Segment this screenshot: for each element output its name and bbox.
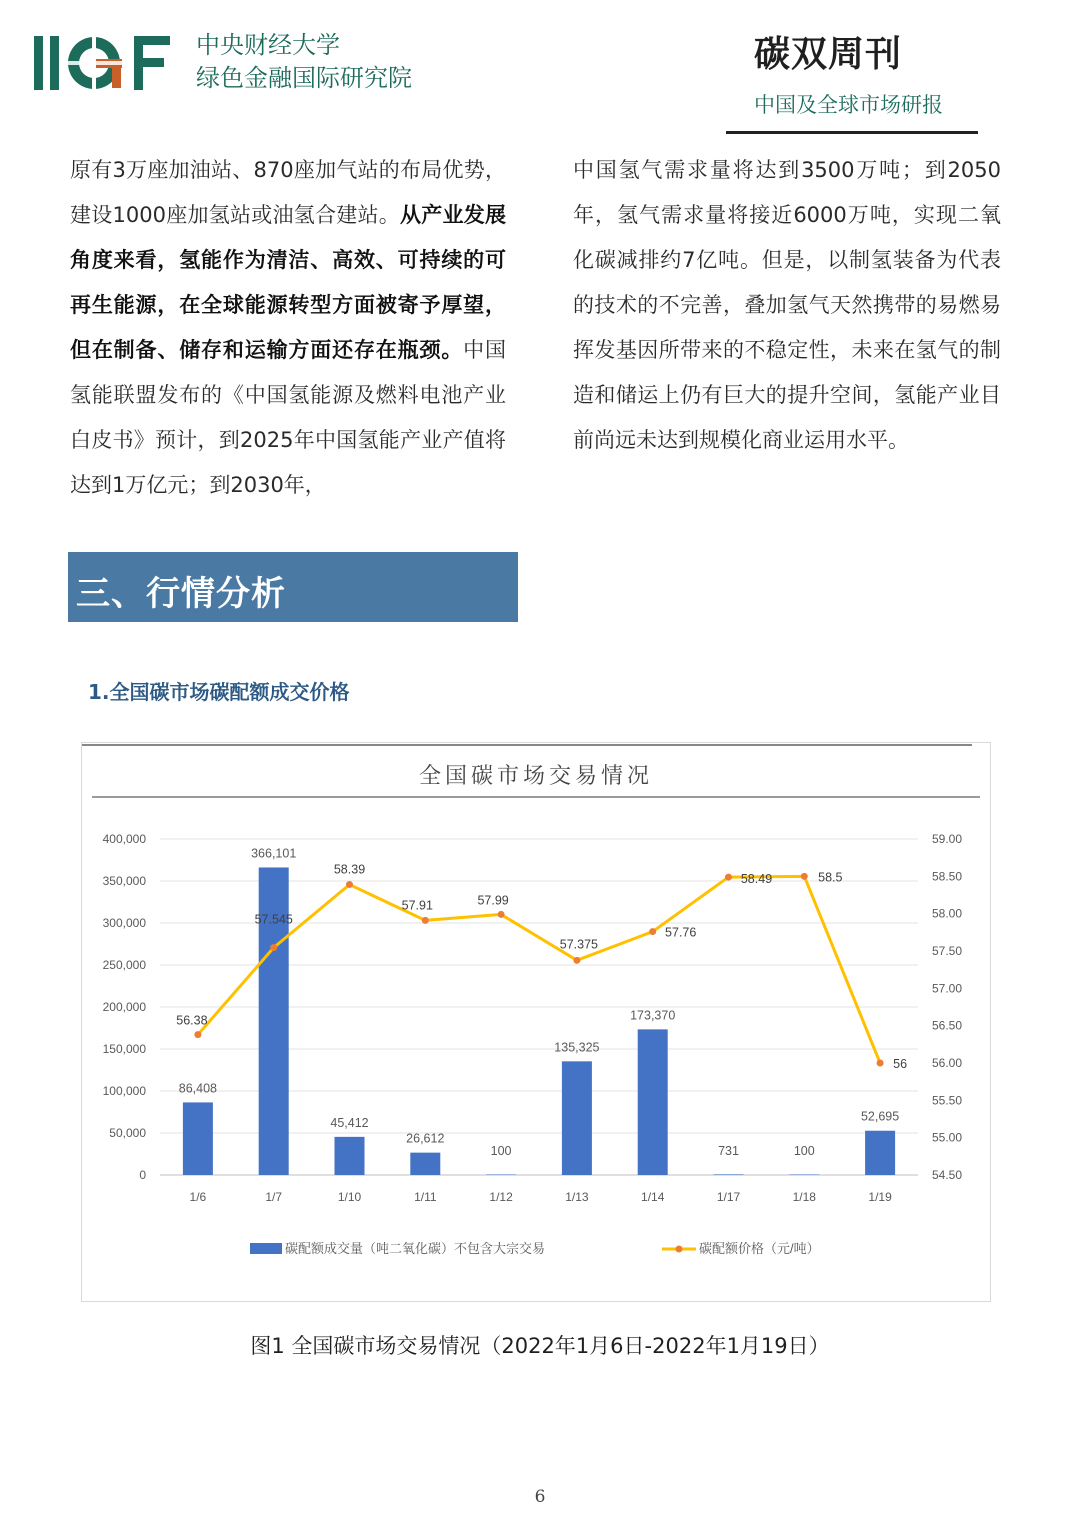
institute-name-line2: 绿色金融国际研究院 bbox=[196, 64, 412, 92]
volume-data-label: 135,325 bbox=[554, 1040, 600, 1055]
masthead-title: 碳双周刊 bbox=[754, 34, 903, 75]
price-data-label: 57.545 bbox=[254, 912, 293, 927]
y-right-tick-label: 59.00 bbox=[932, 832, 963, 846]
y-right-tick-label: 56.00 bbox=[932, 1056, 963, 1070]
price-point bbox=[422, 917, 429, 924]
figure-caption: 图1 全国碳市场交易情况（2022年1月6日-2022年1月19日） bbox=[250, 1334, 830, 1358]
y-left-tick-label: 250,000 bbox=[102, 958, 146, 972]
legend-price-marker bbox=[676, 1246, 683, 1253]
y-left-tick-label: 0 bbox=[139, 1168, 146, 1182]
price-point bbox=[194, 1031, 201, 1038]
price-line bbox=[198, 876, 880, 1063]
legend-price-label: 碳配额价格（元/吨） bbox=[699, 1241, 820, 1256]
volume-data-label: 731 bbox=[718, 1144, 739, 1158]
volume-data-label: 26,612 bbox=[406, 1131, 445, 1146]
price-point bbox=[573, 957, 580, 964]
x-category-label: 1/17 bbox=[716, 1190, 741, 1204]
section-heading-bar bbox=[68, 552, 518, 622]
y-left-tick-label: 150,000 bbox=[102, 1042, 146, 1056]
volume-bar bbox=[183, 1102, 213, 1175]
x-category-label: 1/13 bbox=[565, 1190, 589, 1204]
y-right-tick-label: 58.00 bbox=[932, 906, 963, 921]
iigf-logo-mark bbox=[34, 30, 184, 94]
price-data-label: 57.76 bbox=[665, 925, 697, 940]
masthead bbox=[726, 26, 978, 134]
x-category-label: 1/19 bbox=[868, 1190, 892, 1204]
right-paragraph-1: 中国氢气需求量将达到3500万吨；到2050年，氢气需求量将接近6000万吨，实现二氧化碳减排约7亿吨。但是，以制氢装备为代表的技术的不完善，叠加氢气天然携带的易燃易挥发基因所带来的不稳定性，未来在氢气的制造和储运上仍有巨大的提升空间，氢能产业目前尚远未达到规模化商业运用水平。 bbox=[573, 158, 1001, 452]
price-data-label: 56.38 bbox=[176, 1013, 208, 1028]
left-paragraph-1: 原有3万座加油站、870座加气站的布局优势，建设1000座加氢站或油氢合建站。 bbox=[70, 158, 506, 227]
volume-bar bbox=[714, 1174, 744, 1175]
y-left-tick-label: 400,000 bbox=[102, 832, 146, 846]
price-point bbox=[725, 874, 732, 881]
institute-name-line1: 中央财经大学 bbox=[196, 31, 340, 59]
price-point bbox=[649, 928, 656, 935]
volume-bar bbox=[562, 1061, 592, 1175]
volume-data-label: 100 bbox=[490, 1144, 512, 1158]
chart-container bbox=[81, 742, 991, 1302]
legend-volume-label: 碳配额成交量（吨二氧化碳）不包含大宗交易 bbox=[285, 1241, 546, 1256]
y-right-tick-label: 55.00 bbox=[932, 1130, 963, 1145]
institute-logo bbox=[34, 30, 412, 94]
volume-bar bbox=[335, 1137, 365, 1175]
subheading: 1.全国碳市场碳配额成交价格 bbox=[88, 680, 350, 704]
price-data-label: 57.375 bbox=[559, 937, 599, 952]
price-data-label: 57.99 bbox=[477, 893, 509, 908]
x-category-label: 1/12 bbox=[489, 1190, 513, 1204]
volume-bar bbox=[486, 1175, 516, 1176]
iigf-logo-icon bbox=[34, 30, 184, 94]
x-category-label: 1/18 bbox=[792, 1190, 816, 1204]
volume-bar bbox=[410, 1153, 440, 1175]
carbon-market-chart bbox=[82, 743, 990, 1301]
x-category-label: 1/11 bbox=[414, 1190, 437, 1204]
chart-title: 全国碳市场交易情况 bbox=[418, 764, 654, 789]
y-right-tick-label: 55.50 bbox=[932, 1093, 963, 1108]
x-category-label: 1/7 bbox=[265, 1190, 283, 1204]
y-left-tick-label: 200,000 bbox=[102, 1000, 146, 1014]
y-left-tick-label: 350,000 bbox=[102, 874, 146, 888]
price-data-label: 58.5 bbox=[818, 870, 843, 885]
price-data-label: 58.39 bbox=[333, 862, 366, 877]
y-left-tick-label: 100,000 bbox=[102, 1084, 146, 1098]
volume-data-label: 45,412 bbox=[330, 1115, 369, 1130]
volume-data-label: 173,370 bbox=[630, 1008, 676, 1023]
y-left-tick-label: 300,000 bbox=[102, 916, 146, 930]
price-point bbox=[498, 911, 505, 918]
volume-data-label: 100 bbox=[793, 1144, 815, 1158]
volume-data-label: 366,101 bbox=[251, 846, 297, 861]
legend-volume-swatch bbox=[250, 1243, 282, 1254]
price-data-label: 57.91 bbox=[401, 898, 433, 913]
left-bold-statement: 从产业发展角度来看，氢能作为清洁、高效、可持续的可再生能源，在全球能源转型方面被寄予厚望，但在制备、储存和运输方面还存在瓶颈。 bbox=[70, 203, 506, 362]
institute-name bbox=[196, 29, 412, 95]
y-left-tick-label: 50,000 bbox=[109, 1126, 146, 1140]
section-title: 三、行情分析 bbox=[76, 574, 286, 614]
volume-bar bbox=[865, 1131, 895, 1175]
body-column-right bbox=[573, 148, 1001, 463]
x-category-label: 1/6 bbox=[189, 1190, 207, 1204]
price-data-label: 58.49 bbox=[740, 872, 773, 887]
price-point bbox=[270, 944, 277, 951]
left-paragraph-2: 中国氢能联盟发布的《中国氢能源及燃料电池产业白皮书》预计，到2025年中国氢能产业产值将达到1万亿元；到2030年， bbox=[70, 338, 506, 497]
volume-data-label: 52,695 bbox=[860, 1109, 900, 1124]
y-right-tick-label: 54.50 bbox=[932, 1168, 963, 1182]
x-category-label: 1/10 bbox=[337, 1190, 362, 1204]
masthead-rule bbox=[726, 131, 978, 134]
y-right-tick-label: 57.00 bbox=[932, 981, 963, 996]
volume-data-label: 86,408 bbox=[178, 1081, 218, 1096]
page-number: 6 bbox=[534, 1487, 546, 1507]
price-point bbox=[877, 1060, 884, 1067]
y-right-tick-label: 56.50 bbox=[932, 1018, 963, 1033]
masthead-subtitle: 中国及全球市场研报 bbox=[754, 93, 943, 117]
body-column-left bbox=[70, 148, 506, 508]
y-right-tick-label: 57.50 bbox=[932, 944, 963, 958]
price-data-label: 56 bbox=[893, 1057, 908, 1071]
price-point bbox=[346, 881, 353, 888]
x-category-label: 1/14 bbox=[641, 1190, 665, 1204]
price-point bbox=[801, 873, 808, 880]
volume-bar bbox=[638, 1029, 668, 1175]
volume-bar bbox=[789, 1175, 819, 1176]
y-right-tick-label: 58.50 bbox=[932, 869, 963, 884]
